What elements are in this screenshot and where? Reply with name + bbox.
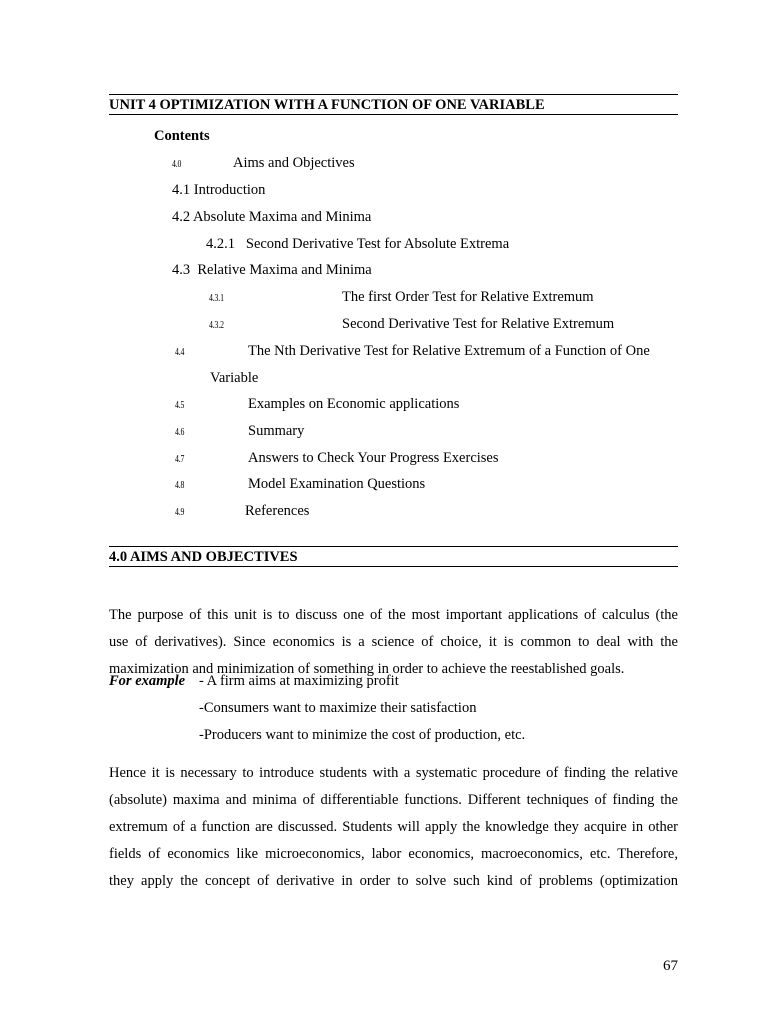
toc-text: Absolute Maxima and Minima [192,209,372,225]
toc-item-4-3-1-text: The first Order Test for Relative Extremum [342,289,594,305]
toc-item-4-0 [172,154,184,174]
toc-number: 4.1 [172,182,191,198]
toc-number: 4.5 [175,400,185,411]
toc-item-4-3-2-text: Second Derivative Test for Relative Extremum [342,316,615,332]
toc-number: 4.3 [172,262,191,278]
toc-number: 4.6 [175,427,185,438]
contents-heading: Contents [154,128,210,144]
example-label: For example [109,673,186,689]
toc-number: 4.4 [175,347,185,358]
example-item-text: - A firm aims at maximizing profit [199,673,399,689]
toc-item-4-3-2 [209,315,228,335]
page-number: 67 [663,958,678,974]
unit-heading [109,94,678,115]
paragraph-line: extremum of a function are discussed. Students will apply the knowledge they acquire in other [109,819,678,835]
toc-item-4-6 [175,422,187,442]
toc-text: Second Derivative Test for Absolute Extrema [245,236,510,252]
toc-number: 4.3.2 [209,320,224,331]
paragraph-line: fields of economics like microeconomics, labor economics, macroeconomics, etc. Therefore, [109,846,678,862]
paragraph-line: Hence it is necessary to introduce students with a systematic procedure of finding the relative [109,765,678,781]
example-item [199,672,399,690]
toc-text: Introduction [193,182,266,198]
toc-item-4-9 [175,502,187,522]
toc-item-4-3 [172,261,372,279]
paragraph-intro [109,602,678,683]
toc-item-4-7 [175,449,187,469]
toc-item-4-2-1 [206,235,509,253]
toc-item-4-8 [175,475,187,495]
toc-number: 4.7 [175,454,185,465]
paragraph-line: (absolute) maxima and minima of differentiable functions. Different techniques of finding the [109,792,678,808]
toc-item-4-5-text: Examples on Economic applications [248,396,460,412]
toc-item-4-7-text: Answers to Check Your Progress Exercises [248,450,499,466]
toc-item-4-5 [175,395,187,415]
toc-item-4-1 [172,181,265,199]
paragraph-line: they apply the concept of derivative in order to solve such kind of problems (optimization [109,873,678,889]
paragraph-line: The purpose of this unit is to discuss one of the most important applications of calculus (the [109,607,678,623]
section-title: 4.0 AIMS AND OBJECTIVES [109,549,298,565]
toc-item-4-9-text: References [245,503,310,519]
toc-item-4-4-continuation: Variable [210,370,259,386]
toc-number: 4.2 [172,209,191,225]
toc-number: 4.9 [175,507,185,518]
unit-title: UNIT 4 OPTIMIZATION WITH A FUNCTION OF ONE VARIABLE [109,97,545,113]
toc-item-4-0-text: Aims and Objectives [233,155,355,171]
example-item: -Producers want to minimize the cost of production, etc. [199,727,526,743]
toc-item-4-3-1 [209,288,228,308]
paragraph-line: maximization and minimization of something in order to achieve the reestablished goals. [109,661,625,677]
toc-text: Relative Maxima and Minima [197,262,372,278]
toc-number: 4.0 [172,159,182,170]
toc-number: 4.3.1 [209,293,224,304]
toc-number: 4.8 [175,480,185,491]
toc-number: 4.2.1 [206,236,235,252]
paragraph-body [109,760,678,895]
toc-item-4-2 [172,208,371,226]
example-item: -Consumers want to maximize their satisfaction [199,700,477,716]
toc-item-4-6-text: Summary [248,423,305,439]
toc-item-4-8-text: Model Examination Questions [248,476,426,492]
section-heading [109,546,678,567]
paragraph-line: use of derivatives). Since economics is a science of choice, it is common to deal with the [109,634,678,650]
toc-item-4-4-text: The Nth Derivative Test for Relative Extremum of a Function of One [248,343,650,359]
toc-item-4-4 [175,342,187,362]
